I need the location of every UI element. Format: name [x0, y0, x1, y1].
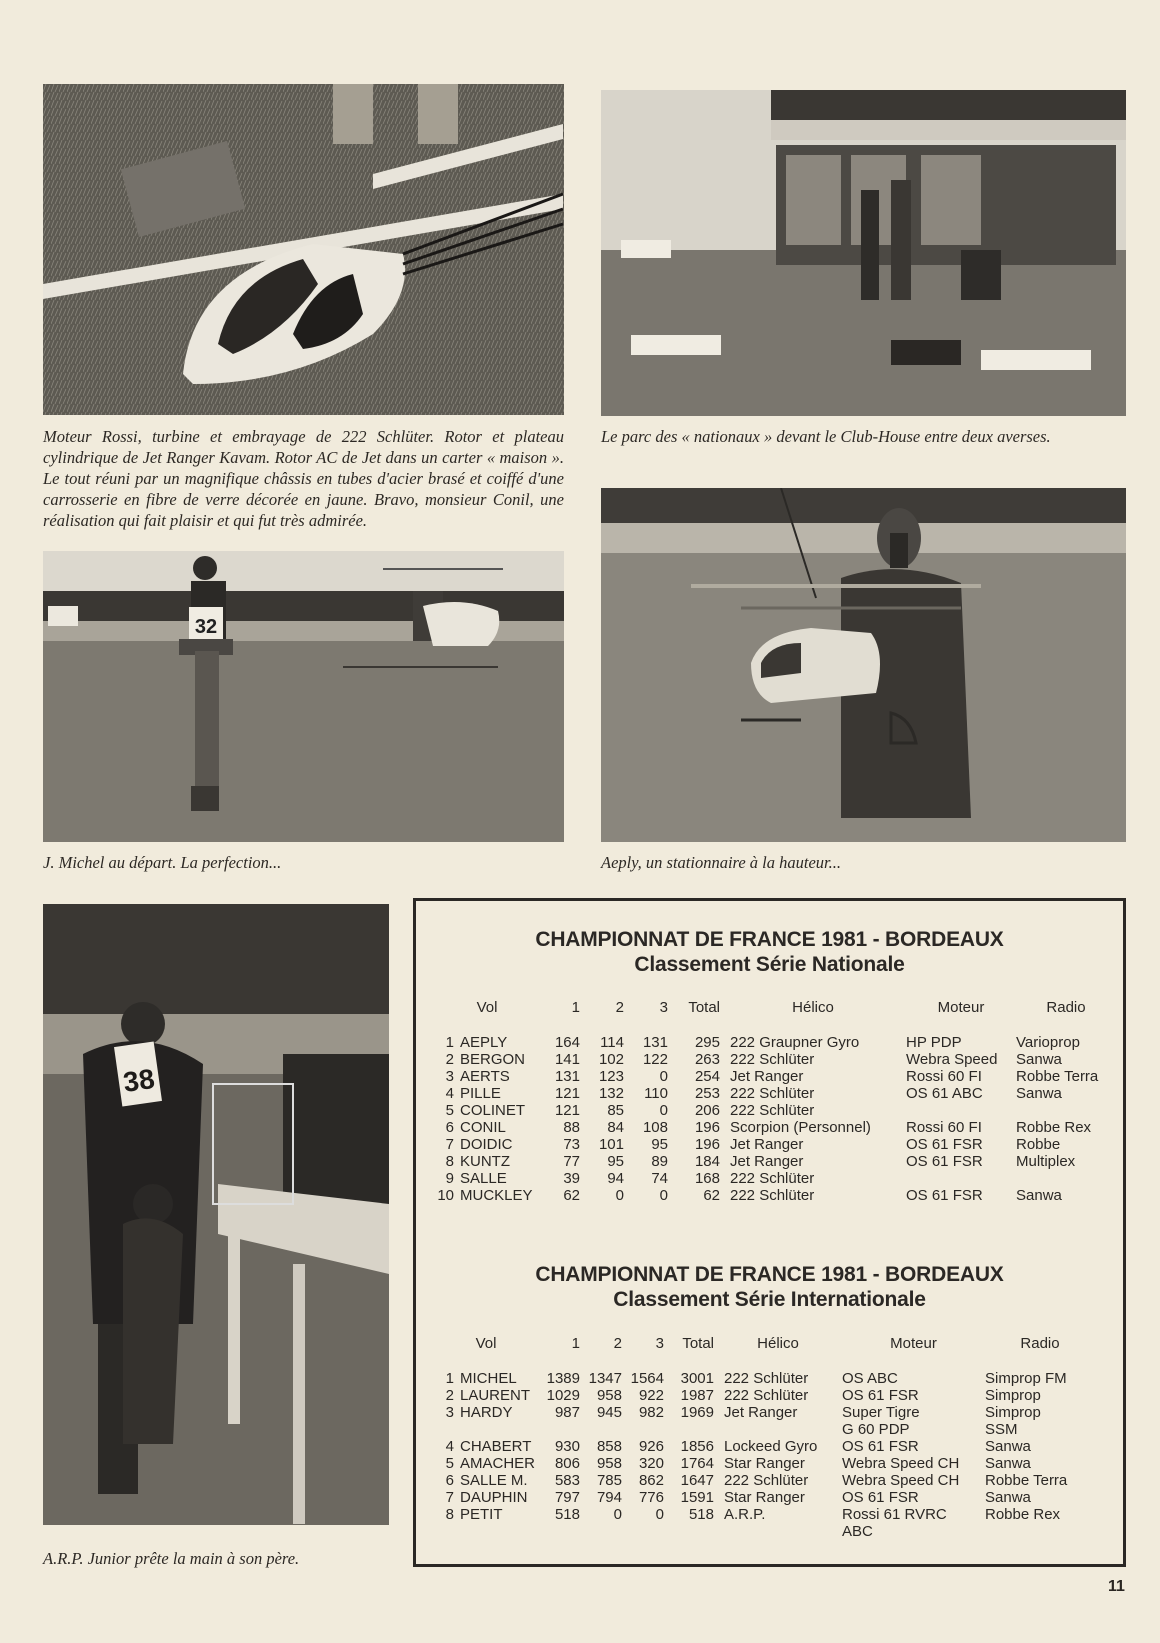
rank: 3 [445, 1404, 454, 1421]
rank-name [436, 1102, 538, 1119]
table-row [436, 1523, 1095, 1540]
helico-model: Star Ranger [724, 1489, 805, 1506]
internationale-title: CHAMPIONNAT DE FRANCE 1981 - BORDEAUX [535, 1263, 1004, 1286]
run-1-score: 164 [554, 1034, 580, 1051]
radio-brand: Simprop [985, 1387, 1041, 1404]
pilot-name: PETIT [460, 1506, 503, 1523]
rank-name [436, 1370, 536, 1387]
run-1-score: 73 [563, 1136, 580, 1153]
total-score: 184 [694, 1153, 720, 1170]
col-header-3: 3 [659, 998, 668, 1016]
run-3-score: 89 [651, 1153, 668, 1170]
total-score: 196 [694, 1136, 720, 1153]
moteur-engine: HP PDP [906, 1034, 962, 1051]
col-header-helico: Hélico [792, 998, 834, 1016]
radio-brand: SSM [985, 1421, 1018, 1438]
run-3-score: 110 [644, 1085, 668, 1102]
run-2-score: 958 [596, 1387, 622, 1404]
run-2-score: 0 [613, 1506, 622, 1523]
rank: 2 [445, 1387, 454, 1404]
pilot-name: HARDY [460, 1404, 513, 1421]
table-row [436, 1102, 1116, 1119]
rank-name [436, 1455, 536, 1472]
pilot-name: MICHEL [460, 1370, 517, 1387]
radio-brand [985, 1523, 1095, 1540]
helico-model: Scorpion (Personnel) [730, 1119, 871, 1136]
rank-name [436, 1523, 536, 1540]
run-1-score: 518 [554, 1506, 580, 1523]
nationale-subtitle: Classement Série Nationale [634, 953, 905, 976]
moteur-engine: OS 61 FSR [906, 1136, 983, 1153]
helico-model: 222 Schlüter [724, 1387, 809, 1404]
col-header-total: Total [688, 998, 720, 1016]
run-1-score: 797 [554, 1489, 580, 1506]
run-1-score: 121 [554, 1102, 580, 1119]
moteur-engine: Rossi 60 FI [906, 1119, 982, 1136]
photo-helicopter-on-grass [43, 84, 564, 415]
moteur-engine: Webra Speed CH [842, 1455, 960, 1472]
run-1-score [536, 1523, 580, 1540]
rank-name [436, 1170, 538, 1187]
run-3-score: 776 [638, 1489, 664, 1506]
internationale-header-row [436, 1333, 1095, 1353]
moteur-engine: G 60 PDP [842, 1421, 910, 1438]
moteur-engine: Rossi 60 FI [906, 1068, 982, 1085]
run-2-score: 114 [600, 1034, 624, 1051]
run-2-score: 123 [598, 1068, 624, 1085]
helico-model: Jet Ranger [730, 1068, 804, 1085]
helico-model: Jet Ranger [724, 1404, 798, 1421]
rank: 5 [445, 1102, 454, 1119]
radio-brand: Robbe Rex [1016, 1119, 1092, 1136]
run-1-score: 930 [554, 1438, 580, 1455]
moteur-engine: Webra Speed [906, 1051, 998, 1068]
caption-photo-4: Aeply, un stationnaire à la hauteur... [601, 853, 841, 872]
rank: 6 [445, 1472, 454, 1489]
col-header-helico: Hélico [757, 1334, 799, 1352]
total-score: 295 [694, 1034, 720, 1051]
total-score: 3001 [680, 1370, 714, 1387]
run-3-score: 0 [659, 1102, 668, 1119]
caption-photo-2: Le parc des « nationaux » devant le Club-House entre deux averses. [601, 427, 1051, 446]
col-header-2: 2 [615, 998, 624, 1016]
rank-name [436, 1472, 536, 1489]
run-2-score: 94 [607, 1170, 624, 1187]
run-3-score [622, 1421, 664, 1438]
col-header-2: 2 [613, 1334, 622, 1352]
run-1-score: 1029 [546, 1387, 580, 1404]
pilot-name: AERTS [460, 1068, 510, 1085]
col-header-3: 3 [655, 1334, 664, 1352]
moteur-engine: OS 61 FSR [906, 1153, 983, 1170]
run-1-score: 77 [563, 1153, 580, 1170]
run-3-score: 926 [638, 1438, 664, 1455]
total-score: 206 [694, 1102, 720, 1119]
run-2-score: 945 [596, 1404, 622, 1421]
rank: 2 [445, 1051, 454, 1068]
radio-brand: Sanwa [985, 1455, 1031, 1472]
run-3-score: 320 [638, 1455, 664, 1472]
rank: 4 [445, 1438, 454, 1455]
run-1-score: 987 [554, 1404, 580, 1421]
table-row [436, 1051, 1116, 1068]
moteur-engine: OS 61 FSR [906, 1187, 983, 1204]
pilot-aeply-image [601, 488, 1126, 842]
run-2-score: 785 [596, 1472, 622, 1489]
moteur-engine: OS 61 FSR [842, 1387, 919, 1404]
run-2-score: 958 [596, 1455, 622, 1472]
nationale-title: CHAMPIONNAT DE FRANCE 1981 - BORDEAUX [535, 928, 1004, 951]
radio-brand: Varioprop [1016, 1034, 1080, 1051]
pilot-name: MUCKLEY [460, 1187, 533, 1204]
run-1-score: 131 [554, 1068, 580, 1085]
radio-brand: Robbe Terra [985, 1472, 1068, 1489]
radio-brand: Sanwa [985, 1489, 1031, 1506]
run-3-score: 122 [642, 1051, 668, 1068]
moteur-engine [906, 1170, 1016, 1187]
helico-model: 222 Graupner Gyro [730, 1034, 860, 1051]
table-row [436, 1085, 1116, 1102]
table-row [436, 1489, 1095, 1506]
radio-brand: Multiplex [1016, 1153, 1076, 1170]
run-2-score [580, 1421, 622, 1438]
run-3-score: 0 [659, 1068, 668, 1085]
rank-name [436, 1051, 538, 1068]
club-house-image [601, 90, 1126, 416]
run-3-score: 0 [655, 1506, 664, 1523]
rank-name [436, 1421, 536, 1438]
pilot-name: LAURENT [460, 1387, 531, 1404]
caption-photo-1: Moteur Rossi, turbine et embrayage de 222 Schlüter. Rotor et plateau cylindrique de Jet Ranger Kavam. Rotor AC de Jet dans un carter « maison ». Le tout réuni par un magnifique châssis en tubes d'acier brasé et coiffé d'une carrosserie en fibre de verre décorée en jaune. Bravo, monsieur Conil, une réalisation qui fait plaisir et qui fut très admirée. [43, 427, 564, 530]
rank: 9 [445, 1170, 454, 1187]
radio-brand: Robbe [1016, 1136, 1061, 1153]
run-1-score: 806 [554, 1455, 580, 1472]
nationale-header-row [436, 997, 1116, 1017]
run-1-score: 583 [554, 1472, 580, 1489]
internationale-subtitle: Classement Série Internationale [613, 1288, 926, 1311]
table-row [436, 1404, 1095, 1421]
run-3-score: 95 [651, 1136, 668, 1153]
total-score: 168 [694, 1170, 720, 1187]
table-row [436, 1153, 1116, 1170]
radio-brand: Sanwa [1016, 1187, 1062, 1204]
moteur-engine: Rossi 61 RVRC [842, 1506, 947, 1523]
run-3-score: 862 [638, 1472, 664, 1489]
radio-brand [1016, 1102, 1116, 1119]
moteur-engine: Webra Speed CH [842, 1472, 960, 1489]
run-2-score: 132 [598, 1085, 624, 1102]
table-row [436, 1187, 1116, 1204]
run-2-score: 95 [607, 1153, 624, 1170]
rank: 1 [445, 1034, 454, 1051]
rank-name [436, 1187, 538, 1204]
rank-name [436, 1506, 536, 1523]
rank: 10 [437, 1187, 454, 1204]
helico-model: Jet Ranger [730, 1136, 804, 1153]
helico-model [714, 1523, 842, 1540]
pilot-name: BERGON [460, 1051, 526, 1068]
caption-photo-3: J. Michel au départ. La perfection... [43, 853, 282, 872]
moteur-engine: OS 61 ABC [906, 1085, 983, 1102]
rank-name [436, 1153, 538, 1170]
run-2-score: 858 [596, 1438, 622, 1455]
run-1-score: 39 [563, 1170, 580, 1187]
rank-name [436, 1034, 538, 1051]
pilot-name: DOIDIC [460, 1136, 513, 1153]
run-1-score [536, 1421, 580, 1438]
helico-model [714, 1421, 842, 1438]
table-row [436, 1472, 1095, 1489]
helico-model: 222 Schlüter [730, 1102, 815, 1119]
pilot-name: PILLE [460, 1085, 501, 1102]
helico-model: 222 Schlüter [730, 1187, 815, 1204]
page-number: 11 [1108, 1578, 1125, 1595]
run-2-score: 84 [607, 1119, 624, 1136]
rank-name [436, 1404, 536, 1421]
total-score: 1987 [680, 1387, 714, 1404]
run-3-score: 922 [638, 1387, 664, 1404]
pilot-name: CONIL [460, 1119, 506, 1136]
table-row [436, 1387, 1095, 1404]
run-1-score: 62 [563, 1187, 580, 1204]
col-header-vol: Vol [475, 1334, 497, 1352]
moteur-engine: ABC [842, 1523, 873, 1540]
pilot-name: CHABERT [460, 1438, 532, 1455]
run-3-score: 74 [651, 1170, 668, 1187]
helico-model: A.R.P. [724, 1506, 766, 1523]
total-score: 196 [694, 1119, 720, 1136]
rank-name [436, 1119, 538, 1136]
col-header-total: Total [682, 1334, 714, 1352]
photo-pilot-aeply [601, 488, 1126, 842]
rank-name [436, 1489, 536, 1506]
rank: 8 [445, 1506, 454, 1523]
run-1-score: 88 [563, 1119, 580, 1136]
table-row [436, 1455, 1095, 1472]
rank-name [436, 1136, 538, 1153]
table-row [436, 1119, 1116, 1136]
moteur-engine [906, 1102, 1016, 1119]
pilot-32-image [43, 551, 564, 842]
col-header-moteur: Moteur [937, 998, 985, 1016]
run-1-score: 141 [554, 1051, 580, 1068]
total-score: 254 [694, 1068, 720, 1085]
moteur-engine: Super Tigre [842, 1404, 920, 1421]
run-2-score: 101 [598, 1136, 624, 1153]
internationale-results-table [436, 1333, 1095, 1540]
table-row [436, 1421, 1095, 1438]
run-1-score: 1389 [546, 1370, 580, 1387]
helico-model: 222 Schlüter [730, 1170, 815, 1187]
rank-name [436, 1085, 538, 1102]
col-header-radio: Radio [1046, 998, 1086, 1016]
helico-model: Jet Ranger [730, 1153, 804, 1170]
run-3-score: 108 [642, 1119, 668, 1136]
pilot-name: AEPLY [460, 1034, 508, 1051]
nationale-results-table [436, 997, 1116, 1204]
pilot-name: DAUPHIN [460, 1489, 528, 1506]
run-2-score: 794 [596, 1489, 622, 1506]
table-row [436, 1438, 1095, 1455]
total-score: 1969 [680, 1404, 714, 1421]
helico-model: 222 Schlüter [724, 1472, 809, 1489]
rank-name [436, 1438, 536, 1455]
total-score: 1856 [680, 1438, 714, 1455]
bib-number-38: 38 [121, 1062, 157, 1098]
helico-model: Lockeed Gyro [724, 1438, 818, 1455]
radio-brand: Sanwa [985, 1438, 1031, 1455]
table-row [436, 1034, 1116, 1051]
pilot-name: COLINET [460, 1102, 526, 1119]
run-3-score: 1564 [630, 1370, 664, 1387]
helico-model: 222 Schlüter [724, 1370, 809, 1387]
radio-brand: Robbe Terra [1016, 1068, 1099, 1085]
total-score: 518 [688, 1506, 714, 1523]
run-2-score: 102 [598, 1051, 624, 1068]
table-row [436, 1370, 1095, 1387]
col-header-1: 1 [571, 1334, 580, 1352]
radio-brand: Simprop FM [985, 1370, 1067, 1387]
total-score: 62 [703, 1187, 720, 1204]
photo-pilot-32 [43, 551, 564, 842]
rank: 7 [445, 1489, 454, 1506]
table-row [436, 1506, 1095, 1523]
col-header-1: 1 [571, 998, 580, 1016]
radio-brand: Sanwa [1016, 1051, 1062, 1068]
photo-club-house [601, 90, 1126, 416]
run-2-score: 0 [615, 1187, 624, 1204]
rank-name [436, 1068, 538, 1085]
radio-brand: Robbe Rex [985, 1506, 1061, 1523]
run-2-score: 85 [607, 1102, 624, 1119]
total-score [664, 1523, 714, 1540]
rank: 3 [445, 1068, 454, 1085]
pilot-name: SALLE M. [460, 1472, 528, 1489]
pilot-38-image [43, 904, 389, 1525]
caption-photo-5: A.R.P. Junior prête la main à son père. [43, 1549, 300, 1568]
run-2-score [580, 1523, 622, 1540]
run-3-score: 131 [642, 1034, 668, 1051]
col-header-vol: Vol [476, 998, 498, 1016]
moteur-engine: OS 61 FSR [842, 1489, 919, 1506]
col-header-moteur: Moteur [890, 1334, 937, 1352]
radio-brand [1016, 1170, 1116, 1187]
pilot-name: AMACHER [460, 1455, 536, 1472]
radio-brand: Sanwa [1016, 1085, 1062, 1102]
total-score: 1647 [680, 1472, 714, 1489]
total-score: 1764 [680, 1455, 714, 1472]
run-3-score: 0 [659, 1187, 668, 1204]
total-score [664, 1421, 714, 1438]
rank: 8 [445, 1153, 454, 1170]
total-score: 253 [694, 1085, 720, 1102]
radio-brand: Simprop [985, 1404, 1041, 1421]
total-score: 263 [694, 1051, 720, 1068]
run-1-score: 121 [554, 1085, 580, 1102]
moteur-engine: OS ABC [842, 1370, 898, 1387]
table-row [436, 1136, 1116, 1153]
bib-number-32: 32 [194, 616, 218, 638]
rank-name [436, 1387, 536, 1404]
table-row [436, 1170, 1116, 1187]
total-score: 1591 [680, 1489, 714, 1506]
rank: 1 [445, 1370, 454, 1387]
rank: 4 [445, 1085, 454, 1102]
results-panel [413, 898, 1126, 1567]
rank: 5 [445, 1455, 454, 1472]
rank: 6 [445, 1119, 454, 1136]
table-row [436, 1068, 1116, 1085]
run-2-score: 1347 [588, 1370, 622, 1387]
pilot-name: SALLE [460, 1170, 507, 1187]
run-3-score: 982 [638, 1404, 664, 1421]
photo-pilot-38-with-child [43, 904, 389, 1525]
moteur-engine: OS 61 FSR [842, 1438, 919, 1455]
rank: 7 [445, 1136, 454, 1153]
run-3-score [622, 1523, 664, 1540]
helico-model: Star Ranger [724, 1455, 805, 1472]
pilot-name: KUNTZ [460, 1153, 510, 1170]
helico-model: 222 Schlüter [730, 1085, 815, 1102]
helicopter-grass-image [43, 84, 564, 415]
helico-model: 222 Schlüter [730, 1051, 815, 1068]
col-header-radio: Radio [1020, 1334, 1060, 1352]
